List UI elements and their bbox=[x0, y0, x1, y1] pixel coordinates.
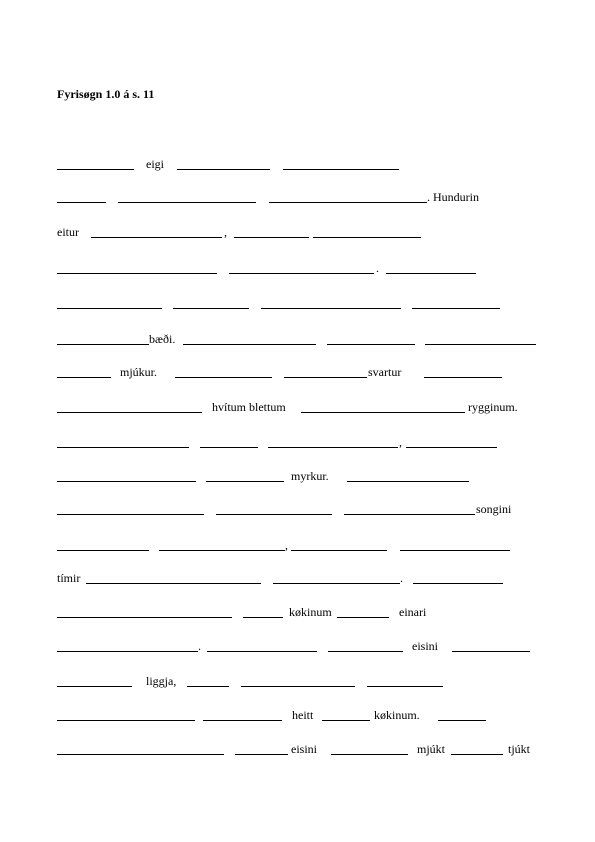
answer-blank[interactable] bbox=[291, 550, 387, 551]
given-word: , bbox=[224, 225, 227, 239]
given-word: mjúkur. bbox=[120, 365, 158, 379]
given-word: svartur bbox=[368, 365, 402, 379]
answer-blank[interactable] bbox=[57, 481, 196, 482]
worksheet-row bbox=[57, 603, 547, 621]
given-word: eisini bbox=[291, 742, 317, 756]
given-word: liggja, bbox=[146, 674, 177, 688]
answer-blank[interactable] bbox=[57, 344, 149, 345]
answer-blank[interactable] bbox=[243, 617, 283, 618]
answer-blank[interactable] bbox=[187, 686, 229, 687]
answer-blank[interactable] bbox=[322, 720, 370, 721]
answer-blank[interactable] bbox=[261, 308, 401, 309]
given-word: køkinum. bbox=[374, 708, 420, 722]
worksheet-row bbox=[57, 330, 547, 348]
worksheet-row bbox=[57, 706, 547, 724]
given-word: hvítum blettum bbox=[212, 400, 286, 414]
given-word: eisini bbox=[412, 639, 438, 653]
answer-blank[interactable] bbox=[386, 273, 476, 274]
answer-blank[interactable] bbox=[57, 377, 111, 378]
answer-blank[interactable] bbox=[177, 169, 270, 170]
answer-blank[interactable] bbox=[301, 412, 465, 413]
answer-blank[interactable] bbox=[235, 754, 288, 755]
answer-blank[interactable] bbox=[200, 447, 258, 448]
answer-blank[interactable] bbox=[241, 686, 355, 687]
given-word: mjúkt bbox=[417, 742, 446, 756]
worksheet-row bbox=[57, 155, 547, 173]
answer-blank[interactable] bbox=[337, 617, 389, 618]
worksheet-row bbox=[57, 569, 547, 587]
answer-blank[interactable] bbox=[400, 550, 510, 551]
given-word: heitt bbox=[292, 708, 314, 722]
answer-blank[interactable] bbox=[451, 754, 503, 755]
worksheet-heading: Fyrisøgn 1.0 á s. 11 bbox=[57, 87, 155, 101]
answer-blank[interactable] bbox=[207, 651, 317, 652]
given-word: songini bbox=[476, 502, 512, 516]
answer-blank[interactable] bbox=[57, 308, 162, 309]
answer-blank[interactable] bbox=[57, 617, 232, 618]
answer-blank[interactable] bbox=[424, 377, 502, 378]
given-word: . bbox=[400, 571, 403, 585]
answer-blank[interactable] bbox=[284, 377, 367, 378]
answer-blank[interactable] bbox=[283, 169, 399, 170]
given-word: tímir bbox=[57, 571, 81, 585]
worksheet-row bbox=[57, 363, 547, 381]
answer-blank[interactable] bbox=[452, 651, 530, 652]
given-word: , bbox=[399, 435, 402, 449]
worksheet-row bbox=[57, 433, 547, 451]
answer-blank[interactable] bbox=[327, 344, 415, 345]
given-word: eitur bbox=[57, 225, 79, 239]
answer-blank[interactable] bbox=[57, 651, 198, 652]
answer-blank[interactable] bbox=[57, 514, 204, 515]
answer-blank[interactable] bbox=[234, 237, 309, 238]
answer-blank[interactable] bbox=[268, 447, 398, 448]
worksheet-row bbox=[57, 223, 547, 241]
answer-blank[interactable] bbox=[57, 273, 217, 274]
given-word: rygginum. bbox=[468, 400, 518, 414]
given-word: tjúkt bbox=[508, 742, 531, 756]
given-word: . bbox=[198, 639, 201, 653]
answer-blank[interactable] bbox=[91, 237, 222, 238]
given-word: bæði. bbox=[149, 332, 176, 346]
answer-blank[interactable] bbox=[413, 583, 503, 584]
worksheet-row bbox=[57, 398, 547, 416]
given-word: . Hundurin bbox=[427, 190, 479, 204]
given-word: køkinum bbox=[289, 605, 332, 619]
answer-blank[interactable] bbox=[347, 481, 469, 482]
worksheet-row bbox=[57, 188, 547, 206]
answer-blank[interactable] bbox=[86, 583, 261, 584]
answer-blank[interactable] bbox=[57, 686, 132, 687]
worksheet-row bbox=[57, 637, 547, 655]
answer-blank[interactable] bbox=[331, 754, 408, 755]
worksheet-row bbox=[57, 672, 547, 690]
answer-blank[interactable] bbox=[118, 202, 256, 203]
given-word: myrkur. bbox=[291, 469, 329, 483]
answer-blank[interactable] bbox=[175, 377, 272, 378]
answer-blank[interactable] bbox=[183, 344, 316, 345]
given-word: eigi bbox=[146, 157, 164, 171]
given-word: einari bbox=[399, 605, 427, 619]
answer-blank[interactable] bbox=[57, 720, 195, 721]
answer-blank[interactable] bbox=[203, 720, 282, 721]
answer-blank[interactable] bbox=[159, 550, 285, 551]
answer-blank[interactable] bbox=[425, 344, 536, 345]
worksheet-row bbox=[57, 500, 547, 518]
answer-blank[interactable] bbox=[57, 550, 149, 551]
worksheet-row bbox=[57, 740, 547, 758]
answer-blank[interactable] bbox=[269, 202, 427, 203]
answer-blank[interactable] bbox=[367, 686, 443, 687]
answer-blank[interactable] bbox=[229, 273, 374, 274]
answer-blank[interactable] bbox=[206, 481, 284, 482]
answer-blank[interactable] bbox=[438, 720, 486, 721]
answer-blank[interactable] bbox=[57, 447, 189, 448]
answer-blank[interactable] bbox=[313, 237, 421, 238]
answer-blank[interactable] bbox=[173, 308, 249, 309]
answer-blank[interactable] bbox=[57, 754, 224, 755]
answer-blank[interactable] bbox=[406, 447, 497, 448]
answer-blank[interactable] bbox=[273, 583, 400, 584]
worksheet-row bbox=[57, 536, 547, 554]
answer-blank[interactable] bbox=[412, 308, 500, 309]
answer-blank[interactable] bbox=[57, 412, 202, 413]
worksheet-row bbox=[57, 259, 547, 277]
given-word: , bbox=[285, 538, 288, 552]
answer-blank[interactable] bbox=[328, 651, 403, 652]
answer-blank[interactable] bbox=[344, 514, 475, 515]
answer-blank[interactable] bbox=[57, 202, 106, 203]
given-word: . bbox=[376, 261, 379, 275]
answer-blank[interactable] bbox=[57, 169, 134, 170]
worksheet-row bbox=[57, 467, 547, 485]
worksheet-row bbox=[57, 294, 547, 312]
answer-blank[interactable] bbox=[216, 514, 332, 515]
